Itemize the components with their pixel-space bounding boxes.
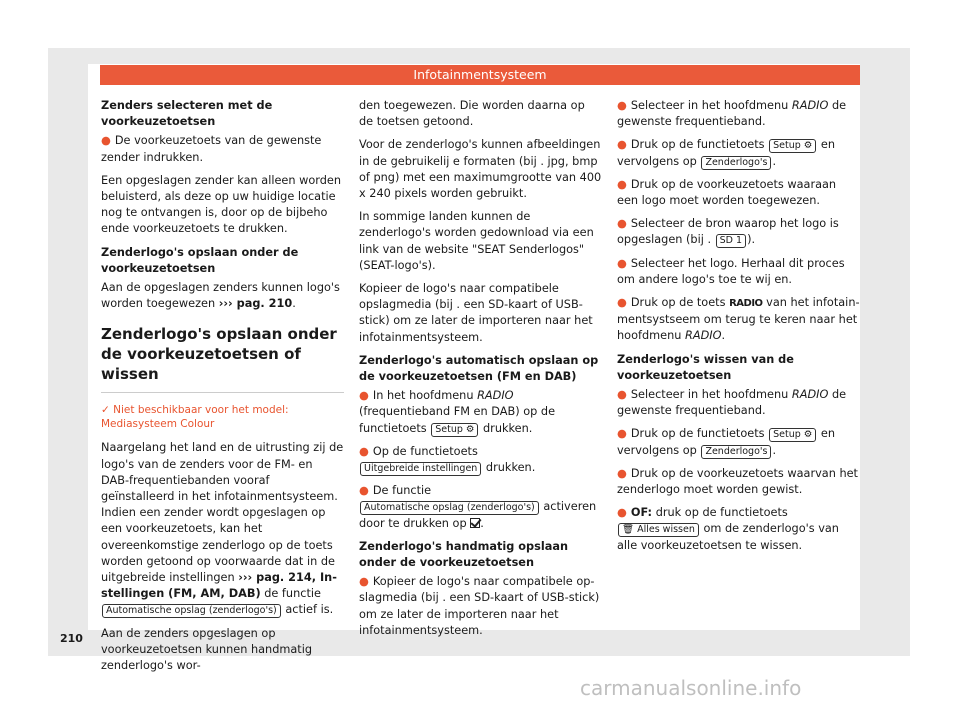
bullet-icon: ● — [617, 388, 627, 402]
bullet-item: ● OF: druk op de functietoets 🗑 Alles wissen om de zenderlogo's van alle voorkeuzetoetsen te wissen. — [617, 506, 839, 552]
station-logos-button[interactable]: Zenderlogo's — [701, 445, 771, 459]
bullet-icon: ● — [617, 427, 627, 441]
watermark: carmanualsonline.info — [580, 676, 802, 700]
page-header: Infotainmentsysteem — [100, 65, 860, 85]
bullet-icon: ● — [359, 484, 369, 498]
auto-save-logos-button[interactable]: Automatische opslag (zenderlogo's) — [102, 604, 281, 618]
bullet-item: ● Selecteer de bron waarop het logo is opgeslagen (bij . SD 1 ). — [617, 217, 839, 247]
bullet-item: ● Kopieer de logo's naar compatibele opslagmedia (bij . een SD-kaart of USB-stick) om ze later de importeren naar het infotainmentsysteem. — [359, 575, 600, 637]
bullet-item: ● Druk op de voorkeuzetoets waaraan een logo moet worden toegewezen. — [617, 177, 837, 208]
check-mark-icon: ✓ — [101, 404, 114, 417]
page-number: 210 — [60, 632, 83, 645]
delete-all-button[interactable]: 🗑 Alles wissen — [618, 523, 699, 537]
bullet-icon: ● — [359, 389, 369, 403]
availability-note: ✓ Niet beschikbaar voor het model: Mediasysteem Colour — [101, 404, 289, 431]
paragraph: Kopieer de logo's naar compatibele opslagmedia (bij . een SD-kaart of USB-stick) om ze later de importeren naar het infotainmentsysteem. — [359, 282, 593, 344]
bullet-item: ● Druk op de functietoets Setup ⚙ en vervolgens op Zenderlogo's . — [617, 138, 836, 168]
heading-select-presets: Zenders selecteren met de voorkeuzetoetsen — [101, 99, 273, 129]
bullet-item: ● Druk op de functietoets Setup ⚙ en vervolgens op Zenderlogo's . — [617, 427, 836, 457]
page-reference-link[interactable]: ››› pag. 214, Instellingen (FM, AM, DAB) — [101, 571, 337, 601]
paragraph: Een opgeslagen zender kan alleen worden beluisterd, als deze op uw huidige locatie nog te ontvangen is, door op de bijbeho ende voorkeuzetoets te drukken. — [101, 173, 342, 236]
station-logos-button[interactable]: Zenderlogo's — [701, 156, 771, 170]
setup-button[interactable]: Setup ⚙ — [431, 423, 478, 437]
bullet-item: ● In het hoofdmenu RADIO (frequentieband FM en DAB) op de functietoets Setup ⚙ drukken. — [359, 389, 556, 435]
checkbox-icon[interactable] — [470, 518, 480, 528]
paragraph: Aan de opgeslagen zenders kunnen logo's worden toegewezen ››› pag. 210. — [101, 281, 340, 311]
bullet-icon: ● — [617, 138, 627, 152]
bullet-item: ● Druk op de voorkeuzetoets waarvan het zenderlogo moet worden gewist. — [617, 466, 858, 497]
bullet-icon: ● — [617, 99, 627, 112]
heading-manual-save: Zenderlogo's handmatig opslaan onder de voorkeuzetoetsen — [359, 539, 569, 570]
bullet-icon: ● — [617, 466, 627, 480]
page-reference-link[interactable]: ››› pag. 210 — [218, 297, 293, 311]
column-3 — [617, 98, 860, 561]
radio-key-icon[interactable]: RADIO — [729, 298, 763, 310]
section-title: Zenderlogo's opslaan onder de voorkeuzetoetsen of wissen — [101, 324, 344, 393]
bullet-icon: ● — [617, 177, 627, 191]
bullet-icon: ● — [617, 217, 627, 231]
paragraph: den toegewezen. Die worden daarna op de toetsen getoond. — [359, 99, 585, 129]
bullet-icon: ● — [101, 134, 111, 148]
advanced-settings-button[interactable]: Uitgebreide instellingen — [360, 462, 481, 476]
heading-save-logos: Zenderlogo's opslaan onder de voorkeuzetoetsen — [101, 245, 299, 275]
auto-save-logos-button[interactable]: Automatische opslag (zenderlogo's) — [360, 501, 539, 515]
bullet-icon: ● — [617, 256, 627, 270]
column-1 — [101, 98, 344, 681]
bullet-item: ● De functie Automatische opslag (zenderlogo's) activeren door te drukken op . — [359, 484, 597, 530]
bullet-item: ● De voorkeuzetoets van de gewenste zender indrukken. — [101, 134, 322, 164]
paragraph: In sommige landen kunnen de zenderlogo's worden gedownload via een link van de website "SEAT Senderlogos" (SEAT-logo's). — [359, 210, 594, 272]
bullet-icon: ● — [617, 296, 627, 310]
bullet-item: ● Selecteer in het hoofdmenu RADIO de gewenste frequentieband. — [617, 388, 847, 418]
bullet-icon: ● — [359, 444, 369, 458]
bullet-item: ● Op de functietoets Uitgebreide instellingen drukken. — [359, 444, 536, 475]
bullet-icon: ● — [617, 506, 627, 520]
heading-delete-logos: Zenderlogo's wissen van de voorkeuzetoetsen — [617, 352, 794, 382]
setup-button[interactable]: Setup ⚙ — [769, 428, 816, 442]
heading-auto-save: Zenderlogo's automatisch opslaan op de voorkeuzetoetsen (FM en DAB) — [359, 353, 599, 384]
column-2 — [359, 98, 602, 646]
setup-button[interactable]: Setup ⚙ — [769, 139, 816, 153]
bullet-item: ● Druk op de toets RADIO van het infotainmentsystseem om terug te keren naar het hoofdmenu RADIO. — [617, 296, 860, 343]
bullet-item: ● Selecteer in het hoofdmenu RADIO de gewenste frequentieband. — [617, 99, 847, 129]
paragraph: Aan de zenders opgeslagen op voorkeuzetoetsen kunnen handmatig zenderlogo's wor- — [101, 626, 313, 673]
paragraph: Voor de zenderlogo's kunnen afbeeldingen in de gebruikelij e formaten (bij . jpg, bmp of png) met een maximumgrootte van 400 x 240 pixels worden gebruikt. — [359, 138, 602, 201]
bullet-item: ● Selecteer het logo. Herhaal dit proces om andere logo's toe te wij en. — [617, 256, 845, 286]
paragraph: Naargelang het land en de uitrusting zij de logo's van de zenders voor de FM- en DAB-frequentiebanden vooraf geïnstalleerd in het infotainmentsysteem. Indien een zender wordt opgeslagen op een voorkeuzetoets, kan het overeenkomstige zenderlogo op de toets worden getoond op voorwaarde dat in de uitgebreide instellingen ››› pag. 214, Instellingen (FM, AM, DAB) de functie Automatische opslag (zenderlogo's) actief is. — [101, 441, 344, 617]
bullet-icon: ● — [359, 575, 369, 589]
sd1-button[interactable]: SD 1 — [716, 234, 746, 248]
